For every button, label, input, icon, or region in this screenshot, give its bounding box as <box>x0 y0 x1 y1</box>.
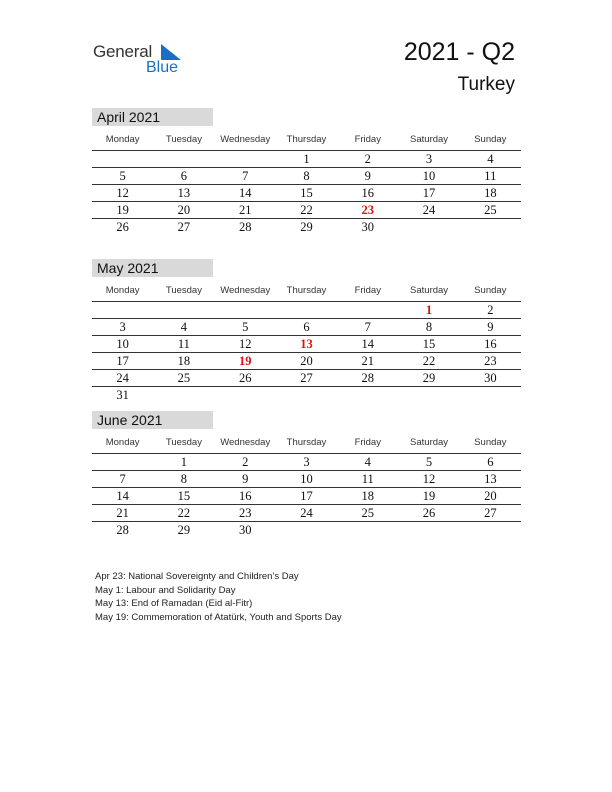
weekday-header <box>92 279 521 302</box>
weekday-label: Thursday <box>286 284 327 296</box>
week-row <box>92 185 521 202</box>
day-cell: 6 <box>487 455 494 469</box>
day-cell: 25 <box>484 203 497 217</box>
day-cell: 18 <box>361 489 375 503</box>
weekday-label: Monday <box>105 284 140 296</box>
day-cell: 24 <box>300 506 313 520</box>
day-cell: 7 <box>119 472 126 486</box>
day-cell: 10 <box>422 169 436 183</box>
day-cell: 7 <box>364 320 371 334</box>
day-cell: 8 <box>425 320 433 334</box>
day-cell: 26 <box>422 506 436 520</box>
logo-triangle-icon <box>161 44 181 60</box>
day-cell: 22 <box>422 354 436 368</box>
day-cell: 3 <box>303 455 310 469</box>
day-cell: 30 <box>238 523 252 537</box>
day-cell: 29 <box>422 371 436 385</box>
holiday-day-cell: 19 <box>238 354 252 368</box>
day-cell: 14 <box>116 489 129 503</box>
day-cell: 15 <box>177 489 191 503</box>
weekday-label: Tuesday <box>165 284 202 296</box>
weekday-label: Saturday <box>410 133 449 145</box>
week-row <box>92 302 521 319</box>
day-cell: 27 <box>177 220 191 234</box>
day-cell: 11 <box>177 337 190 351</box>
day-cell: 2 <box>242 455 249 469</box>
day-cell: 31 <box>116 388 129 402</box>
day-cell: 23 <box>484 354 497 368</box>
page-title: 2021 - Q2 <box>403 38 515 66</box>
day-cell: 26 <box>238 371 252 385</box>
week-row <box>92 370 521 387</box>
week-row <box>92 151 521 168</box>
day-cell: 24 <box>116 371 129 385</box>
weekday-label: Monday <box>105 133 140 145</box>
holiday-note: Apr 23: National Sovereignty and Children’s Day <box>95 571 299 582</box>
day-cell: 12 <box>116 186 129 200</box>
holiday-day-cell: 1 <box>425 303 433 317</box>
day-cell: 5 <box>425 455 433 469</box>
weekday-label: Monday <box>105 436 140 448</box>
holiday-notes <box>95 570 342 624</box>
weekday-label: Friday <box>354 284 381 296</box>
weekday-label: Saturday <box>410 284 449 296</box>
day-cell: 4 <box>364 455 371 469</box>
day-cell: 5 <box>119 169 126 183</box>
day-cell: 30 <box>484 371 497 385</box>
month-label: April 2021 <box>92 108 213 126</box>
day-cell: 13 <box>177 186 191 200</box>
weekday-label: Friday <box>354 133 381 145</box>
day-cell: 18 <box>484 186 497 200</box>
day-cell: 12 <box>238 337 252 351</box>
holiday-note: May 13: End of Ramadan (Eid al-Fitr) <box>95 598 253 610</box>
day-cell: 30 <box>361 220 375 234</box>
holiday-day-cell: 13 <box>300 337 313 351</box>
day-cell: 3 <box>119 320 126 334</box>
week-row <box>92 488 521 505</box>
day-cell: 5 <box>242 320 249 334</box>
day-cell: 29 <box>177 523 191 537</box>
week-row <box>92 387 521 403</box>
day-cell: 11 <box>484 169 497 183</box>
day-cell: 16 <box>361 186 375 200</box>
day-cell: 9 <box>242 472 249 486</box>
day-cell: 24 <box>422 203 436 217</box>
day-cell: 8 <box>180 472 188 486</box>
holiday-note: May 1: Labour and Solidarity Day <box>95 584 236 596</box>
day-cell: 25 <box>361 506 375 520</box>
weekday-label: Sunday <box>474 436 507 448</box>
weekday-label: Tuesday <box>165 133 202 145</box>
week-row <box>92 319 521 336</box>
weekday-header <box>92 431 521 454</box>
day-cell: 25 <box>177 371 191 385</box>
week-row <box>92 522 521 538</box>
day-cell: 15 <box>422 337 436 351</box>
day-cell: 1 <box>180 455 188 469</box>
weekday-label: Thursday <box>286 436 327 448</box>
day-cell: 9 <box>364 169 371 183</box>
weekday-label: Thursday <box>286 133 327 145</box>
day-cell: 7 <box>242 169 249 183</box>
day-cell: 1 <box>303 152 310 166</box>
weekday-label: Friday <box>354 436 381 448</box>
weekday-label: Wednesday <box>220 436 271 448</box>
day-cell: 3 <box>425 152 433 166</box>
day-cell: 20 <box>484 489 497 503</box>
week-row <box>92 505 521 522</box>
brand-logo <box>93 40 193 80</box>
day-cell: 14 <box>238 186 252 200</box>
day-cell: 17 <box>116 354 129 368</box>
month-june <box>92 411 521 538</box>
day-cell: 27 <box>300 371 313 385</box>
week-row <box>92 219 521 235</box>
day-cell: 15 <box>300 186 313 200</box>
day-cell: 10 <box>116 337 129 351</box>
day-cell: 14 <box>361 337 375 351</box>
day-cell: 2 <box>364 152 371 166</box>
month-label: June 2021 <box>92 411 213 429</box>
country-name: Turkey <box>457 74 515 95</box>
day-cell: 21 <box>361 354 375 368</box>
day-cell: 6 <box>180 169 188 183</box>
brand-blue-text: Blue <box>146 59 179 76</box>
holiday-day-cell: 23 <box>361 203 375 217</box>
day-cell: 9 <box>487 320 494 334</box>
day-cell: 13 <box>484 472 497 486</box>
weekday-header <box>92 128 521 151</box>
day-cell: 19 <box>422 489 436 503</box>
day-cell: 23 <box>238 506 252 520</box>
day-cell: 22 <box>177 506 191 520</box>
day-cell: 27 <box>484 506 497 520</box>
day-cell: 19 <box>116 203 129 217</box>
day-cell: 21 <box>116 506 129 520</box>
day-cell: 11 <box>361 472 374 486</box>
month-april <box>92 108 521 235</box>
day-cell: 17 <box>422 186 436 200</box>
day-cell: 21 <box>238 203 252 217</box>
day-cell: 18 <box>177 354 191 368</box>
week-row <box>92 454 521 471</box>
weekday-label: Wednesday <box>220 284 271 296</box>
brand-general-text: General <box>93 42 153 61</box>
day-cell: 29 <box>300 220 313 234</box>
day-cell: 4 <box>487 152 494 166</box>
weekday-label: Sunday <box>474 284 507 296</box>
day-cell: 12 <box>422 472 436 486</box>
week-row <box>92 353 521 370</box>
weekday-label: Sunday <box>474 133 507 145</box>
day-cell: 2 <box>487 303 494 317</box>
week-row <box>92 336 521 353</box>
day-cell: 28 <box>238 220 252 234</box>
week-row <box>92 471 521 488</box>
week-row <box>92 168 521 185</box>
day-cell: 16 <box>484 337 497 351</box>
weekday-label: Saturday <box>410 436 449 448</box>
holiday-note: May 19: Commemoration of Atatürk, Youth and Sports Day <box>95 611 342 623</box>
day-cell: 28 <box>116 523 129 537</box>
day-cell: 20 <box>300 354 313 368</box>
day-cell: 10 <box>300 472 313 486</box>
month-may <box>92 259 521 403</box>
day-cell: 26 <box>116 220 129 234</box>
day-cell: 28 <box>361 371 375 385</box>
weekday-label: Tuesday <box>165 436 202 448</box>
month-label: May 2021 <box>92 259 213 277</box>
day-cell: 6 <box>303 320 310 334</box>
day-cell: 16 <box>238 489 252 503</box>
week-row <box>92 202 521 219</box>
day-cell: 22 <box>300 203 313 217</box>
day-cell: 8 <box>303 169 310 183</box>
day-cell: 17 <box>300 489 313 503</box>
day-cell: 20 <box>177 203 191 217</box>
weekday-label: Wednesday <box>220 133 271 145</box>
day-cell: 4 <box>180 320 188 334</box>
